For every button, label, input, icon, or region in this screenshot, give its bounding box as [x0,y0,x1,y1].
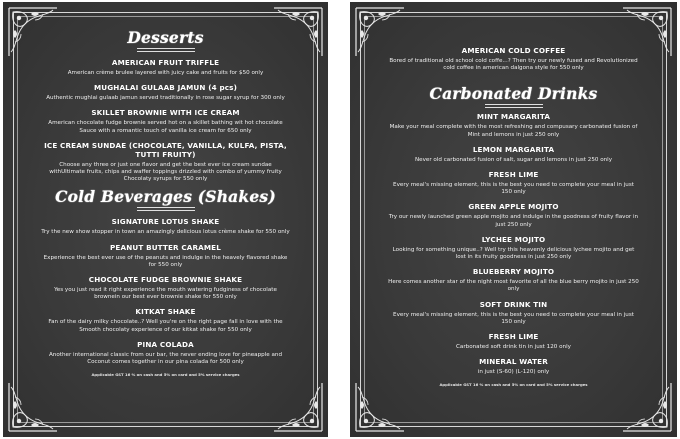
title-divider [137,48,195,52]
menu-item-desc: Carbonated soft drink tin in just 120 only [456,344,571,351]
menu-item-name: PINA COLADA [137,339,194,349]
menu-item-name: FRESH LIME [488,332,539,342]
menu-item-desc: Looking for something unique..? Well try this heavenly delicious lychee mojito and get lost in its fruity goodness in just 250 only [392,246,635,261]
menu-item-name: KITKAT SHAKE [135,307,196,317]
menu-item-name: BLUEBERRY MOJITO [472,267,555,277]
menu-item-name: MINT MARGARITA [476,112,551,122]
menu-item-desc: Another international classic from our bar, the never ending love for pineapple and Coconut comes together in our pina colada for 500 only [48,351,283,366]
menu-item-name: SIGNATURE LOTUS SHAKE [111,217,220,227]
title-divider [137,207,195,211]
menu-item-desc: Here comes another star of the night most favorite of all the blue berry mojito in just 250 only [388,279,639,293]
menu-item-name: FRESH LIME [488,170,539,180]
menu-item-desc: Every meal's missing element, this is the best you need to complete your meal in just 150 only [393,182,634,196]
menu-item-name: CHOCOLATE FUDGE BROWNIE SHAKE [88,275,243,285]
menu-item-name: GREEN APPLE MOJITO [468,202,559,212]
menu-item-desc: American crème brulee layered with juicy cake and fruits for $50 only [67,70,264,76]
menu-item-name: ICE CREAM SUNDAE (CHOCOLATE, VANILLA, KULFA, PISTA, TUTTI FRUITY) [44,140,287,159]
menu-item-desc: Make your meal complete with the most refreshing and compusary carbonated fusion of Mint and lemons in just 250 only [389,124,638,138]
menu-item-name: AMERICAN COLD COFFEE [461,46,566,55]
menu-item-name: PEANUT BUTTER CARAMEL [110,242,221,252]
menu-item-name: AMERICAN FRUIT TRIFFLE [111,58,220,67]
left-page-content [39,28,292,423]
menu-item-name: SOFT DRINK TIN [479,299,548,309]
menu-item-name: LYCHEE MOJITO [481,234,546,244]
menu-item-desc: Choose any three or just one flavor and get the best ever ice cream sundae withUltimate fruits, chips and waffer toppings drizzled with combo of yummy fruity Chocolaty syrups for 550 only [49,161,282,183]
menu-item-desc: Authentic mughlai gulaab jamun served traditionally in rose sugar syrup for 300 only [46,95,285,102]
menu-page-right [350,2,677,437]
menu-item-name: MINERAL WATER [479,357,548,367]
carbonated-title: Carbonated Drinks [429,84,598,104]
tax-note: Applicable GST 16 % on cash and 5% on card and 5% service charges [91,372,240,378]
shakes-title: Cold Beverages (Shakes) [55,187,276,207]
menu-item-desc: Try our newly launched green apple mojito and indulge in the goodness of fruity flavor in just 250 only [388,214,639,228]
menu-item-desc: Bored of traditional old school cold coffe...? Then try our newly fused and Revolutionized cold coffee in american dalgona style for 550 only [389,58,638,72]
menu-item-desc: Fan of the dairy milky chocolate..? Well you're on the right page fall in love with the Smooth chocolaty experience of our kitkat shake for 550 only [48,319,283,333]
menu-item-name: SKILLET BROWNIE WITH ICE CREAM [91,108,240,118]
desserts-title: Desserts [127,28,204,47]
tax-note: Applicable GST 16 % on cash and 5% on card and 5% service charges [439,382,588,388]
menu-item-desc: Experience the best ever use of the peanuts and indulge in the heavely flavored shake for 550 only [43,254,288,268]
menu-item-desc: Never old carbonated fusion of salt, sugar and lemons in just 250 only [414,156,613,163]
right-page-content [386,46,641,423]
menu-item-desc: Every meal's missing element, this is the best you need to complete your meal in just 150 only [393,311,634,325]
menu-item-desc: American chocolate fudge brownie served hot on a skillet bathing wit hot chocolate Sauce with a romantic touch of vanilla ice cream for 650 only [48,120,283,134]
menu-item-desc: Yes you just read it right experience the mouth watering fudginess of chocolate brownein our best ever brownie shake for 550 only [54,287,277,301]
menu-item-name: MUGHALAI GULAAB JAMUN (4 pcs) [93,83,238,93]
menu-item-desc: in just (S-60) (L-120) only [477,369,550,376]
menu-item-name: LEMON MARGARITA [472,144,555,154]
menu-page-left [3,2,328,437]
title-divider [485,104,543,108]
menu-item-desc: Try the new show stopper in town an amazingly delicious lotus crème shake for 550 only [41,229,290,236]
